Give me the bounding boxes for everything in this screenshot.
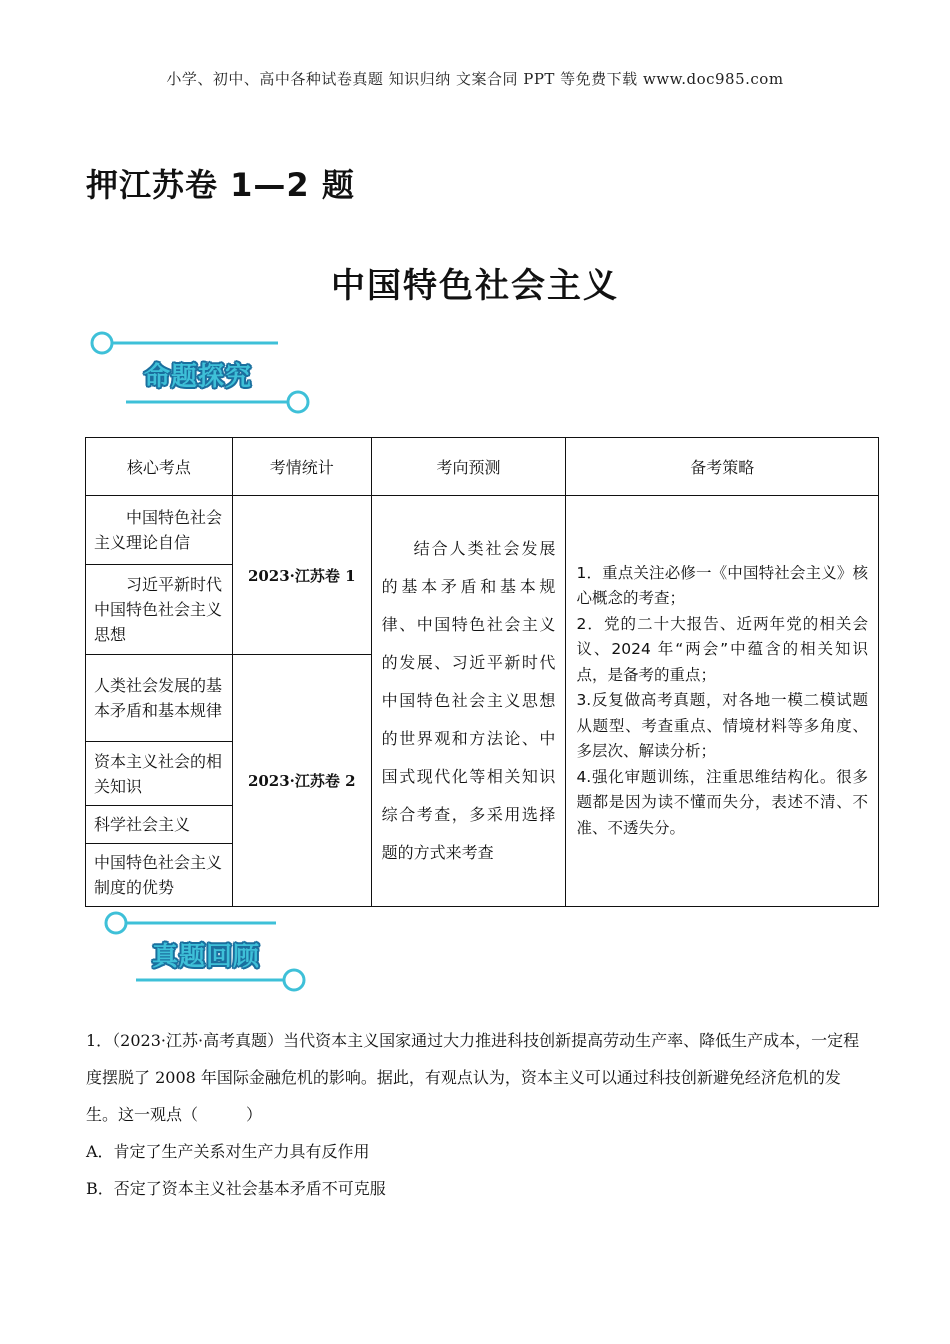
col-header-key-points: 核心考点 xyxy=(86,438,233,496)
key-point-text: 中国特色社会主义理论自信 xyxy=(94,508,223,552)
col-header-prediction: 考向预测 xyxy=(371,438,566,496)
key-point-cell: 中国特色社会主义制度的优势 xyxy=(86,844,233,907)
question-block xyxy=(86,1022,866,1207)
inquiry-label: 命题探究 xyxy=(144,362,253,392)
option-b[interactable]: B．否定了资本主义社会基本矛盾不可克服 xyxy=(86,1179,386,1198)
key-point-cell: 人类社会发展的基本矛盾和基本规律 xyxy=(86,655,233,742)
key-point-text: 习近平新时代中国特色社会主义思想 xyxy=(94,575,223,644)
prediction-text: 结合人类社会发展的基本矛盾和基本规律、中国特色社会主义的发展、习近平新时代中国特色社会主义思想的世界观和方法论、中国式现代化等相关知识综合考查，多采用选择题的方式来考查 xyxy=(381,539,556,862)
table-row xyxy=(86,496,879,565)
main-title: 中国特色社会主义 xyxy=(331,266,619,306)
question-stem: 1．（2023·江苏·高考真题）当代资本主义国家通过大力推进科技创新提高劳动生产率、降低生产成本，一定程度摆脱了 2008 年国际金融危机的影响。据此，有观点认为，资本主义可以通过科技创新避免经济危机的发生。这一观点（ ） xyxy=(86,1031,860,1124)
strategy-item: 4.强化审题训练，注重思维结构化。很多题都是因为读不懂而失分，表述不清、不准、不透失分。 xyxy=(576,767,868,837)
summary-table xyxy=(85,437,879,907)
stat-cell: 2023·江苏卷 1 xyxy=(232,496,371,655)
option-a[interactable]: A．肯定了生产关系对生产力具有反作用 xyxy=(86,1142,370,1161)
key-point-cell xyxy=(86,496,233,565)
key-point-cell xyxy=(86,565,233,655)
key-point-cell: 科学社会主义 xyxy=(86,806,233,844)
col-header-stats: 考情统计 xyxy=(232,438,371,496)
strategy-item: 3.反复做高考真题，对各地一模二模试题从题型、考查重点、情境材料等多角度、多层次、解读分析； xyxy=(576,691,868,761)
page-header: 小学、初中、高中各种试卷真题 知识归纳 文案合同 PPT 等免费下载 www.doc985.com xyxy=(166,70,784,88)
key-point-cell: 资本主义社会的相关知识 xyxy=(86,742,233,806)
inquiry-banner xyxy=(86,326,326,416)
prediction-cell xyxy=(371,496,566,907)
review-label: 真题回顾 xyxy=(152,942,261,972)
strategy-item: 2．党的二十大报告、近两年党的相关会议、2024 年“两会”中蕴含的相关知识点，是备考的重点； xyxy=(576,614,868,684)
table-header-row xyxy=(86,438,879,496)
strategy-item: 1．重点关注必修一《中国特社会主义》核心概念的考查； xyxy=(576,563,868,608)
stat-cell: 2023·江苏卷 2 xyxy=(232,655,371,907)
col-header-strategy: 备考策略 xyxy=(566,438,879,496)
page-title: 押江苏卷 1—2 题 xyxy=(86,166,355,204)
strategy-cell xyxy=(566,496,879,907)
review-banner xyxy=(86,908,326,998)
